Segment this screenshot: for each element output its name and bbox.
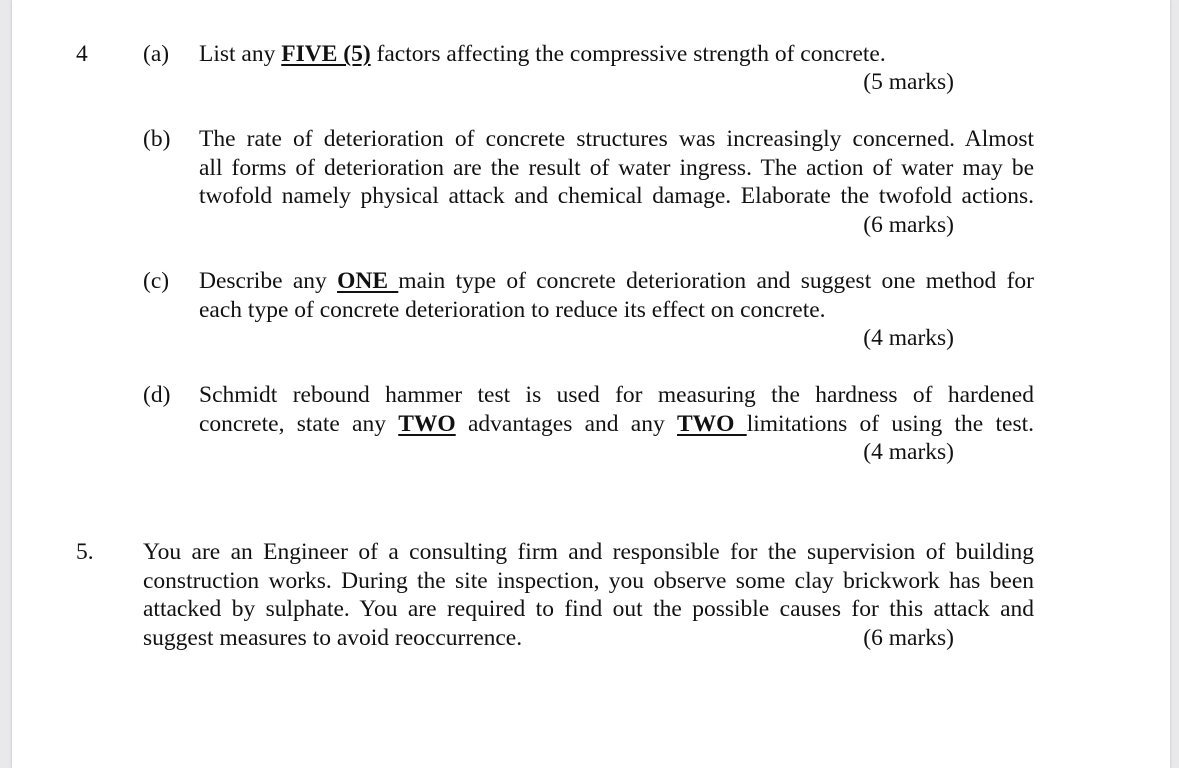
q4b-label: (b) <box>143 126 171 152</box>
exam-page <box>12 0 1170 768</box>
q5-marks: (6 marks) <box>863 624 954 651</box>
q4d-line-1: Schmidt rebound hammer test is used for measuring the hardness of hardened <box>199 382 1034 408</box>
q4b-line-1: The rate of deterioration of concrete structures was increasingly concerned. Almost <box>199 126 1034 152</box>
q4d-line-2 <box>199 410 1034 439</box>
q4d-text-mid: advantages and any <box>455 410 677 437</box>
question-5-number: 5. <box>76 539 94 565</box>
q4a-text-pre: List any <box>199 41 282 67</box>
q5-line-4: suggest measures to avoid reoccurrence. <box>143 624 523 651</box>
q4d-emphasis-2: TWO <box>677 410 747 437</box>
q4a-text <box>199 40 886 69</box>
q4b-line-3: twofold namely physical attack and chemical damage. Elaborate the twofold actions. <box>199 183 1034 209</box>
q4c-emphasis: ONE <box>337 268 399 294</box>
q4b-line-2: all forms of deterioration are the result of water ingress. The action of water may be <box>199 154 1034 181</box>
q4a-emphasis: FIVE (5) <box>281 41 371 67</box>
q4d-marks: (4 marks) <box>863 439 954 465</box>
q4d-text-post: limitations of using the test. <box>746 410 1034 437</box>
q4d-text-pre: concrete, state any <box>199 410 399 437</box>
q4b-marks: (6 marks) <box>863 211 954 238</box>
q4c-line-1 <box>199 267 1034 296</box>
q5-line-2: construction works. During the site inspection, you observe some clay brickwork has been <box>143 567 1034 594</box>
q4c-line-2: each type of concrete deterioration to reduce its effect on concrete. <box>199 296 826 323</box>
question-4-number: 4 <box>76 41 88 67</box>
q4a-marks: (5 marks) <box>863 69 954 95</box>
q4c-label: (c) <box>143 268 170 294</box>
q4c-text-post: main type of concrete deterioration and suggest one method for <box>398 268 1034 294</box>
q4a-text-post: factors affecting the compressive strength of concrete. <box>370 41 886 67</box>
q4d-emphasis-1: TWO <box>398 410 456 437</box>
q5-line-3: attacked by sulphate. You are required to find out the possible causes for this attack and <box>143 596 1034 622</box>
q4d-label: (d) <box>143 382 171 408</box>
q4a-label: (a) <box>143 41 170 67</box>
q5-line-1: You are an Engineer of a consulting firm and responsible for the supervision of building <box>143 539 1034 565</box>
q4c-marks: (4 marks) <box>863 325 954 351</box>
q4c-text-pre: Describe any <box>199 268 338 294</box>
